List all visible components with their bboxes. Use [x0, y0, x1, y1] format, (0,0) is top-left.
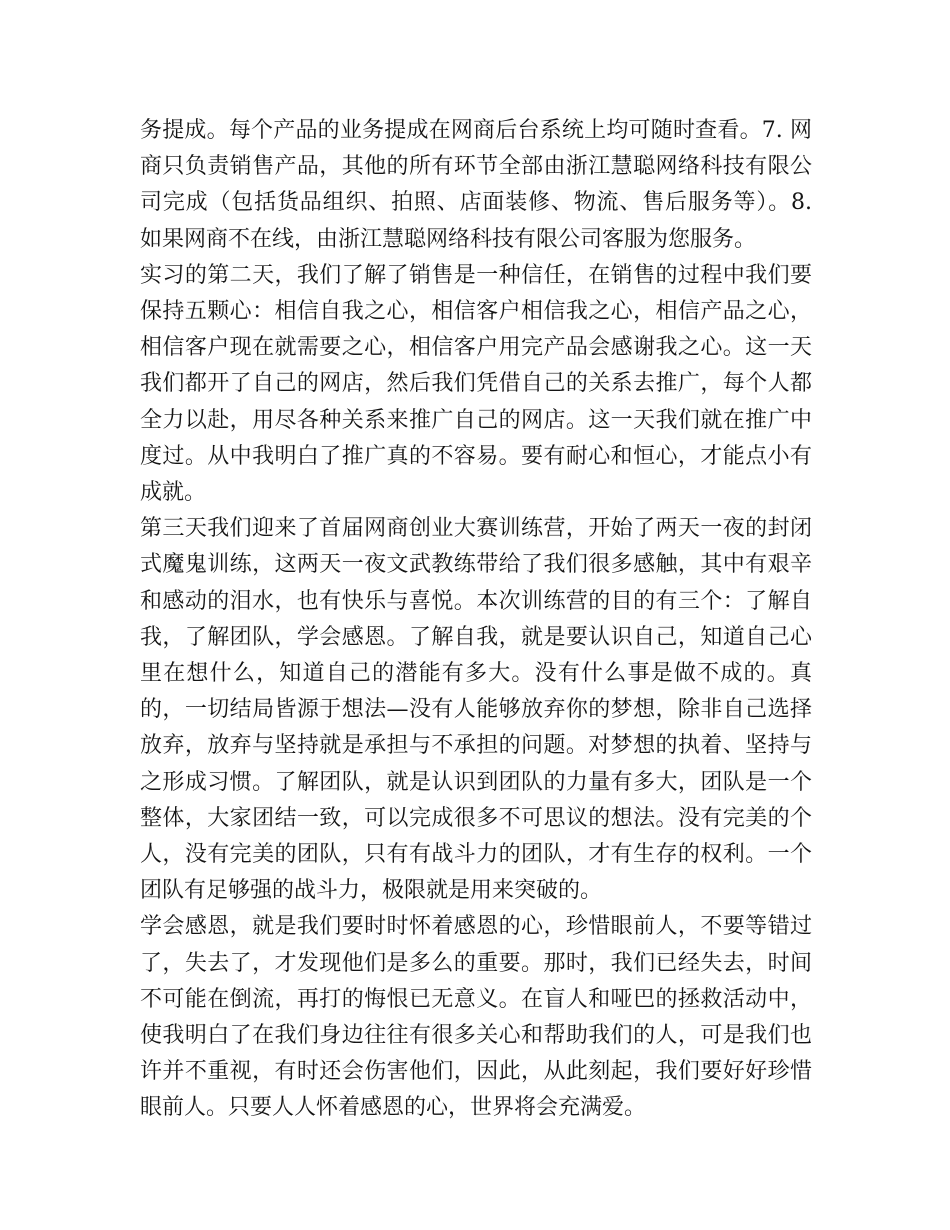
paragraph-day-two: 实习的第二天，我们了解了销售是一种信任，在销售的过程中我们要保持五颗心：相信自我之心，相信客户相信我之心，相信产品之心，相信客户现在就需要之心，相信客户用完产品会感谢我之心。这一天我们都开了自己的网店，然后我们凭借自己的关系去推广，每个人都全力以赴，用尽各种关系来推广自己的网店。这一天我们就在推广中度过。从中我明白了推广真的不容易。要有耐心和恒心，才能点小有成就。 [140, 262, 812, 506]
paragraph-gratitude: 学会感恩，就是我们要时时怀着感恩的心，珍惜眼前人，不要等错过了，失去了，才发现他们是多么的重要。那时，我们已经失去，时间不可能在倒流，再打的悔恨已无意义。在盲人和哑巴的拯救活动中，使我明白了在我们身边往往有很多关心和帮助我们的人，可是我们也许并不重视，有时还会伤害他们，因此，从此刻起，我们要好好珍惜眼前人。只要人人怀着感恩的心，世界将会充满爱。 [140, 914, 812, 1121]
paragraph-day-three: 第三天我们迎来了首届网商创业大赛训练营，开始了两天一夜的封闭式魔鬼训练，这两天一夜文武教练带给了我们很多感触，其中有艰辛和感动的泪水，也有快乐与喜悦。本次训练营的目的有三个：了解自我，了解团队，学会感恩。了解自我，就是要认识自己，知道自己心里在想什么，知道自己的潜能有多大。没有什么事是做不成的。真的，一切结局皆源于想法—没有人能够放弃你的梦想，除非自己选择放弃，放弃与坚持就是承担与不承担的问题。对梦想的执着、坚持与之形成习惯。了解团队，就是认识到团队的力量有多大，团队是一个整体，大家团结一致，可以完成很多不可思议的想法。没有完美的个人，没有完美的团队，只有有战斗力的团队，才有生存的权利。一个团队有足够强的战斗力，极限就是用来突破的。 [140, 516, 812, 904]
document-body [140, 113, 812, 1127]
paragraph-commission: 务提成。每个产品的业务提成在网商后台系统上均可随时查看。7. 网商只负责销售产品，其他的所有环节全部由浙江慧聪网络科技有限公司完成（包括货品组织、拍照、店面装修、物流、售后服务等）。8. 如果网商不在线，由浙江慧聪网络科技有限公司客服为您服务。 [140, 118, 812, 252]
